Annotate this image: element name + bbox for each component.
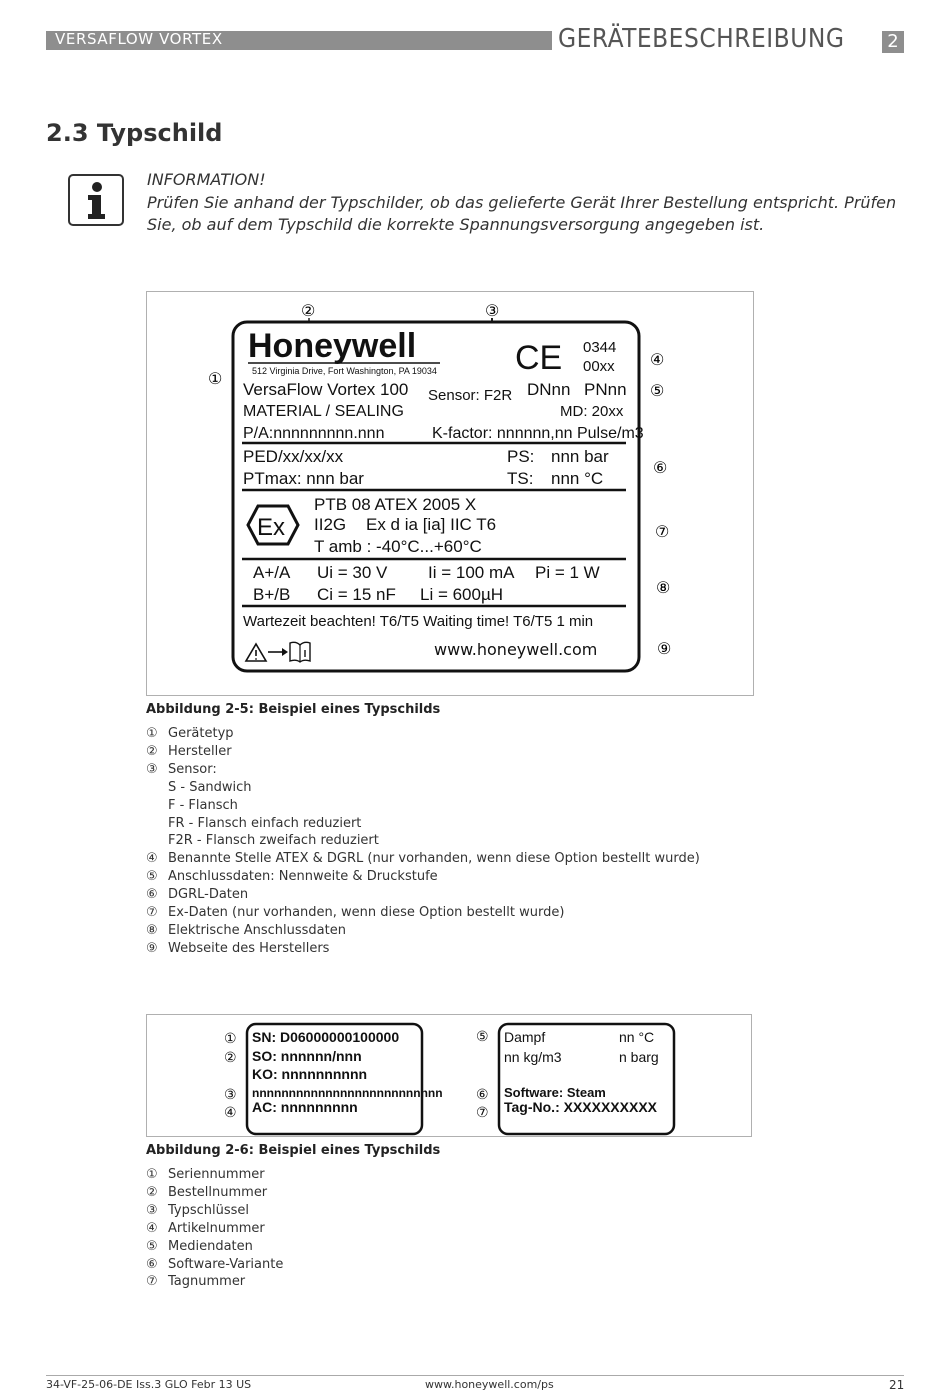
legend-item: ⑥ Software-Variante <box>146 1256 284 1272</box>
legend-item: ③ Sensor: <box>146 761 217 777</box>
legend-item: ⑥ DGRL-Daten <box>146 887 249 903</box>
atex-group: II2G <box>314 515 347 534</box>
callout-9: ⑨ <box>657 641 672 658</box>
ce-mark: CE <box>515 339 563 377</box>
callout-2: ② <box>224 1049 237 1065</box>
ptmax: PTmax: nnn bar <box>243 469 364 488</box>
header-chapter-title: GERÄTEBESCHREIBUNG <box>558 24 845 54</box>
ci-value: Ci = 15 nF <box>317 585 396 604</box>
header-product-name: VERSAFLOW VORTEX <box>55 30 223 48</box>
legend-item: ② Bestellnummer <box>146 1184 268 1200</box>
section-title: 2.3 Typschild <box>46 119 223 147</box>
ts-value: nnn °C <box>551 469 604 488</box>
legend-item: ⑧ Elektrische Anschlussdaten <box>146 922 346 938</box>
legend-sub-item: F2R - Flansch zweifach reduziert <box>168 833 379 849</box>
part-number: P/A:nnnnnnnnn.nnn <box>243 425 385 442</box>
ps-value: nnn bar <box>551 447 609 466</box>
article-number: AC: nnnnnnnnn <box>252 1099 358 1115</box>
legend-sub-item: FR - Flansch einfach reduziert <box>168 815 362 831</box>
legend-item: ② Hersteller <box>146 743 232 759</box>
callout-4: ④ <box>650 352 665 369</box>
ii-value: Ii = 100 mA <box>428 563 515 582</box>
figure-1-caption: Abbildung 2-5: Beispiel eines Typschilds <box>146 702 441 717</box>
notified-body-number: 0344 <box>583 339 617 356</box>
callout-6: ⑥ <box>476 1086 489 1102</box>
material-sealing: MATERIAL / SEALING <box>243 403 404 420</box>
callout-7: ⑦ <box>476 1104 489 1120</box>
tag-number: Tag-No.: XXXXXXXXXX <box>504 1099 657 1115</box>
legend-item: ⑦ Tagnummer <box>146 1274 246 1290</box>
ui-value: Ui = 30 V <box>317 563 388 582</box>
footer-document-id: 34-VF-25-06-DE Iss.3 GLO Febr 13 US <box>46 1378 252 1391</box>
footer-url[interactable]: www.honeywell.com/ps <box>425 1378 554 1391</box>
type-code: nnnnnnnnnnnnnnnnnnnnnnnnnn <box>252 1086 443 1100</box>
atex-code: Ex d ia [ia] IIC T6 <box>366 515 497 534</box>
legend-item: ① Gerätetyp <box>146 726 234 741</box>
medium-pressure: n barg <box>619 1049 659 1065</box>
li-value: Li = 600µH <box>420 585 504 604</box>
model-name: VersaFlow Vortex 100 <box>243 380 409 399</box>
callout-5: ⑤ <box>476 1028 489 1044</box>
terminal-a: A+/A <box>253 563 291 582</box>
callout-2: ② <box>301 303 316 320</box>
sensor-type: Sensor: F2R <box>428 387 513 404</box>
footer-rule <box>46 1375 904 1376</box>
software-variant: Software: Steam <box>504 1085 606 1100</box>
callout-1: ① <box>224 1030 237 1046</box>
medium-density: nn kg/m3 <box>504 1049 562 1065</box>
year-of-manufacture: 00xx <box>583 358 615 375</box>
header-chapter-number: 2 <box>882 31 904 53</box>
brand-logo: Honeywell <box>248 327 417 365</box>
footer-page-number: 21 <box>889 1378 905 1392</box>
legend-item: ⑨ Webseite des Herstellers <box>146 940 330 956</box>
waiting-time-warning: Wartezeit beachten! T6/T5 Waiting time! T6/T5 1 min <box>243 613 594 630</box>
ps-label: PS: <box>507 447 535 466</box>
callout-8: ⑧ <box>656 580 671 597</box>
ko-number: KO: nnnnnnnnnn <box>252 1066 368 1082</box>
figure-1-legend <box>146 725 700 958</box>
callout-5: ⑤ <box>650 383 665 400</box>
legend-sub-item: F - Flansch <box>168 797 238 813</box>
manufacturing-date: MD: 20xx <box>560 403 624 420</box>
legend-item: ⑤ Anschlussdaten: Nennweite & Druckstufe <box>146 869 438 885</box>
legend-item: ④ Benannte Stelle ATEX & DGRL (nur vorhanden, wenn diese Option bestellt wurde) <box>146 851 700 867</box>
info-heading: INFORMATION! <box>147 170 266 189</box>
legend-item: ① Seriennummer <box>146 1167 265 1182</box>
ex-symbol: Ex <box>257 514 286 541</box>
plate-website: www.honeywell.com <box>434 640 598 659</box>
medium-temperature: nn °C <box>619 1029 655 1045</box>
pressure-rating: PNnn <box>584 380 627 399</box>
k-factor: K-factor: nnnnnn,nn Pulse/m3 <box>432 425 644 442</box>
legend-item: ⑤ Mediendaten <box>146 1238 253 1254</box>
callout-7: ⑦ <box>655 524 670 541</box>
legend-sub-item: S - Sandwich <box>168 779 252 795</box>
callout-1: ① <box>208 371 223 388</box>
ts-label: TS: <box>507 469 534 488</box>
callout-4: ④ <box>224 1104 237 1120</box>
legend-item: ④ Artikelnummer <box>146 1220 265 1236</box>
terminal-b: B+/B <box>253 585 291 604</box>
brand-address: 512 Virginia Drive, Fort Washington, PA 19034 <box>252 366 437 376</box>
pi-value: Pi = 1 W <box>535 563 600 582</box>
callout-3: ③ <box>224 1086 237 1102</box>
figure-2-legend <box>146 1166 283 1291</box>
ambient-temperature: T amb : -40°C...+60°C <box>314 537 482 556</box>
serial-number: SN: D06000000100000 <box>252 1029 400 1045</box>
figure-2-caption: Abbildung 2-6: Beispiel eines Typschilds <box>146 1143 441 1158</box>
atex-certificate: PTB 08 ATEX 2005 X <box>314 495 477 514</box>
medium: Dampf <box>504 1029 546 1045</box>
callout-6: ⑥ <box>653 460 668 477</box>
ped-number: PED/xx/xx/xx <box>243 447 344 466</box>
order-number: SO: nnnnnn/nnn <box>252 1048 362 1064</box>
legend-item: ③ Typschlüssel <box>146 1202 250 1218</box>
nominal-diameter: DNnn <box>527 380 571 399</box>
nameplate-secondary <box>0 1010 950 1140</box>
legend-item: ⑦ Ex-Daten (nur vorhanden, wenn diese Option bestellt wurde) <box>146 905 565 921</box>
info-text: Prüfen Sie anhand der Typschilder, ob das gelieferte Gerät Ihrer Bestellung entspricht. Prüfen Sie, ob auf dem Typschild die korrekte Spannungsversorgung angegeben ist. <box>147 193 897 234</box>
callout-3: ③ <box>485 303 500 320</box>
